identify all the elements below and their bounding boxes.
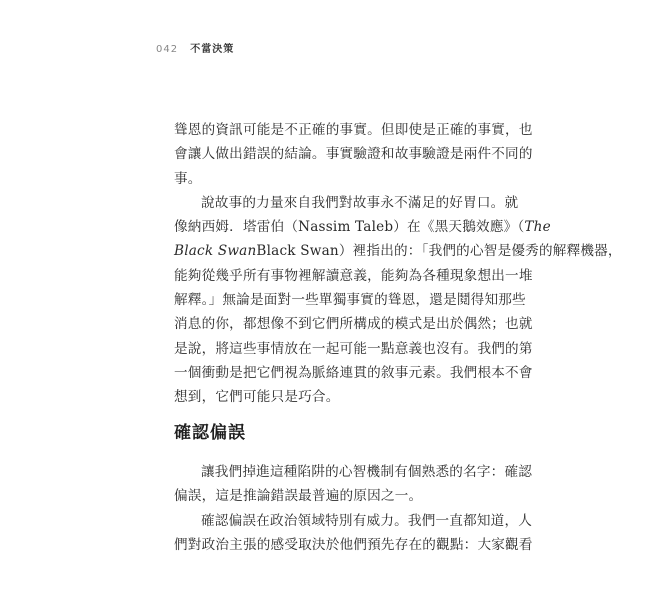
text-line: 消息的你，都想像不到它們所構成的模式是出於偶然；也就: [174, 316, 533, 333]
text-line: 解釋。」無論是面對一些單獨事實的聳恩，還是鬩得知那些: [174, 292, 526, 309]
paragraph-2: [174, 191, 622, 410]
text-line: 偏誤，這是推論錯誤最普遍的原因之一。: [174, 488, 423, 505]
body-text-bottom: [174, 460, 533, 557]
text-line: [174, 243, 622, 259]
text-line: 事。: [174, 170, 202, 187]
text-line: 能夠從幾乎所有事物裡解讀意義，能夠為各種現象想出一堆: [174, 267, 533, 284]
text-line: 是說，將這些事情放在一起可能一點意義也沒有。我們的第: [174, 340, 533, 357]
page-number: 042: [156, 44, 179, 55]
text-line: 想到，它們可能只是巧合。: [174, 389, 340, 406]
paragraph-1: [174, 118, 533, 191]
body-text-top: [174, 118, 622, 410]
text-line: [174, 219, 551, 235]
running-title: 不當決策: [190, 44, 235, 55]
text-line: 聳恩的資訊可能是不正確的事實。但即使是正確的事實，也: [174, 122, 533, 138]
paragraph-4: [174, 509, 533, 558]
italic-the: The: [524, 219, 551, 236]
text-line: 們對政治主張的感受取決於他們預先存在的觀點：大家觀看: [174, 536, 533, 553]
text-line: 讓我們掉進這種陷阱的心智機制有個熟悉的名字：確認: [201, 464, 533, 480]
text-segment: Black Swan）裡指出的：「我們的心智是優秀的解釋機器，: [256, 243, 622, 260]
text-line: 確認偏誤在政治領域特別有威力。我們一直都知道，人: [201, 512, 533, 529]
text-segment: 像納西姆．塔雷伯（Nassim Taleb）在《黑天鵝效應》（: [174, 219, 525, 236]
text-line: 會讓人做出錯誤的結論。事實驗證和故事驗證是兩件不同的: [174, 146, 533, 163]
italic-black-swan: Black Swan: [174, 243, 257, 260]
paragraph-3: [174, 460, 533, 509]
text-line: 一個衝動是把它們視為脈絡連貫的敘事元素。我們根本不會: [174, 364, 533, 381]
running-header: [156, 40, 234, 55]
text-line: 說故事的力量來自我們對故事永不滿足的好胃口。就: [201, 194, 519, 211]
section-heading: 確認偏誤: [174, 423, 246, 443]
